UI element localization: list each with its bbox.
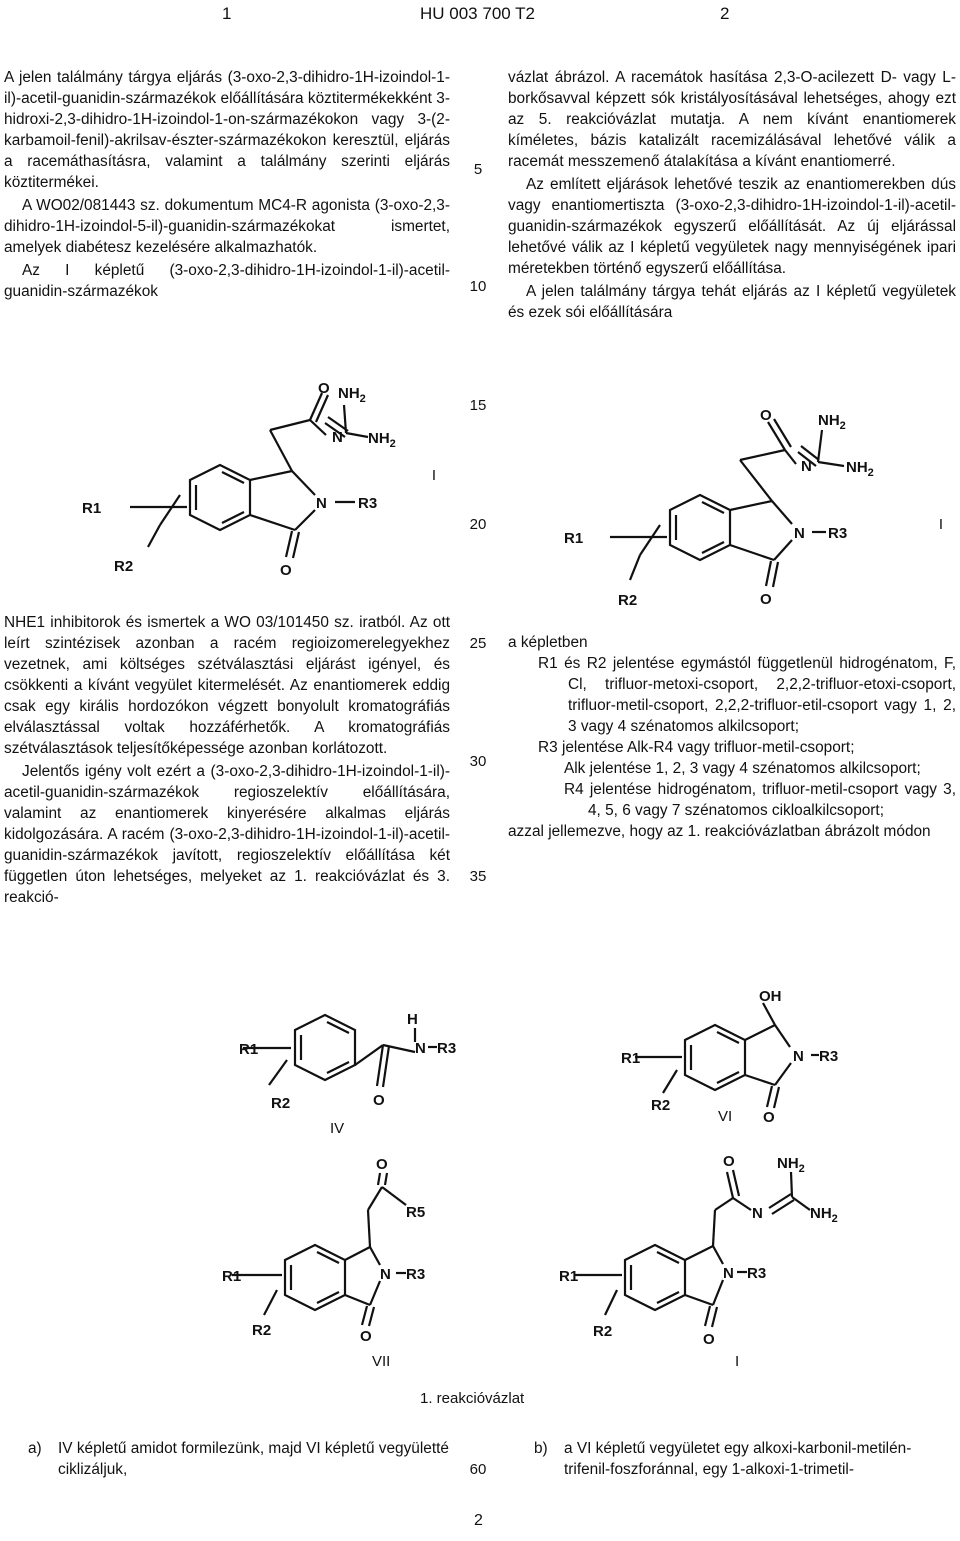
vi-r1: R1 [621,1050,641,1067]
vii-n: N [380,1266,391,1283]
iv-r3: R3 [437,1040,457,1057]
iv-n: N [415,1040,426,1057]
i-o-bottom: O [703,1331,715,1348]
structure-VI [615,975,855,1130]
i-r2: R2 [593,1323,613,1340]
nh2-top: $NH_2$ [338,385,366,405]
nh2-top-right: $NH_2$ [818,412,846,432]
vi-oh: OH [759,988,782,1005]
iv-r1: R1 [239,1041,259,1058]
paragraph-intro: A jelen találmány tárgya eljárás (3-oxo-2,3-dihidro-1H-izoindol-1-il)-acetil-guanidin-származékok előállítására köztitermékekként 3-hidroxi-2,3-dihidro-1H-izoindol-1-on-származékokon vagy 3-(2-karbamoil-fenil)-akrilsav-észter-származékokon keresztül, eljárás a racemáthasításra, valamint a találmány szerinti eljárás köztitermékei. [4,69,450,191]
structure-formula-I-right [560,400,880,620]
r2-label: R2 [114,558,134,575]
footer-step-b [534,1438,956,1480]
paragraph-wo02: A WO02/081443 sz. dokumentum MC4-R agonista (3-oxo-2,3-dihidro-1H-izoindol-5-il)-guanidin-származékokat ismertet, amelyek diabétesz kezelésére alkalmazhatók. [4,197,450,256]
step-b-text: a VI képletű vegyületet egy alkoxi-karbonil-metilén-trifenil-foszforánnal, egy 1-alkoxi-1-trimetil- [564,1440,912,1478]
line-number-15: 15 [469,397,487,414]
label-VII: VII [372,1353,391,1370]
wherein-text: a képletben [508,634,588,651]
label-VI: VI [718,1108,733,1125]
line-number-10: 10 [469,278,487,295]
formula-label-I-right: I [938,516,944,533]
definition-r3: R3 jelentése Alk-R4 vagy trifluor-metil-csoport; [538,739,855,756]
left-column-bottom [4,612,450,908]
step-b-marker: b) [534,1440,548,1457]
characterized-text: azzal jellemezve, hogy az 1. reakcióvázlatban ábrázolt módon [508,823,931,840]
definition-r1-r2: R1 és R2 jelentése egymástól függetlenül hidrogénatom, F, Cl, trifluor-metoxi-csoport, 2,2,2-trifluor-etoxi-csoport, trifluor-metil-csoport, 2,2,2-trifluor-etil-csoport vagy 1, 2, 3 vagy 4 szénatomos alkilcsoport; [538,655,956,735]
i-n-imine: N [752,1205,763,1222]
nh2-bottom-right: $NH_2$ [846,459,874,479]
header-page-right: 2 [720,4,730,23]
r3-label-right: R3 [828,525,848,542]
vi-o: O [763,1109,775,1126]
structure-I-scheme [555,1150,855,1355]
vii-r1: R1 [222,1268,242,1285]
i-nh2-top: $NH_2$ [777,1155,805,1175]
paragraph-nhe1: NHE1 inhibitorok és ismertek a WO 03/101450 sz. iratból. Az ott leírt szintézisek azonban a racém regioizomerelegyekhez vezetnek, ami költséges szétválasztási eljárást igényel, és csökkenti a kívánt vegyület kitermelését. Az enantiomerek eddig csak egy királis hordozókon végzett bonyolult kromatográfiás elválasztással voltak hozzáférhetők. A kromatográfiás szétválasztások teljesítőképessége azonban korlátozott. [4,614,450,757]
step-a-text: IV képletű amidot formilezünk, majd VI képletű vegyületté ciklizáljuk, [58,1440,449,1478]
r1-label-right: R1 [564,530,584,547]
line-number-5: 5 [473,161,483,178]
i-r1: R1 [559,1268,579,1285]
iv-o: O [373,1092,385,1109]
oxygen-atom-top-right: O [760,407,772,424]
i-r3: R3 [747,1265,767,1282]
i-n-ring: N [723,1265,734,1282]
right-column-top [508,67,956,323]
line-number-60: 60 [469,1461,487,1478]
definition-alk: Alk jelentése 1, 2, 3 vagy 4 szénatomos alkilcsoport; [564,760,921,777]
definition-r4: R4 jelentése hidrogénatom, trifluor-metil-csoport vagy 3, 4, 5, 6 vagy 7 szénatomos cikloalkilcsoport; [564,781,956,819]
iv-h: H [407,1011,418,1028]
vi-r3: R3 [819,1048,839,1065]
nitrogen-imine: N [332,429,343,446]
nh2-bottom: $NH_2$ [368,430,396,450]
iv-r2: R2 [271,1095,291,1112]
oxygen-atom-bottom-right: O [760,591,772,608]
line-number-35: 35 [469,868,487,885]
step-a-marker: a) [28,1440,42,1457]
line-number-25: 25 [469,635,487,652]
r2-label-right: R2 [618,592,638,609]
structure-formula-I-left [70,375,396,595]
i-o-top: O [723,1153,735,1170]
scheme-caption: 1. reakcióvázlat [420,1390,525,1407]
oxygen-atom-top: O [318,380,330,397]
footer-step-a [28,1438,450,1480]
line-number-20: 20 [469,516,487,533]
vii-o-bottom: O [360,1328,372,1345]
vi-n: N [793,1048,804,1065]
header-page-left: 1 [222,4,232,23]
vi-r2: R2 [651,1097,671,1114]
paragraph-invention: A jelen találmány tárgya tehát eljárás az I képletű vegyületek és ezek sói előállítására [508,283,956,321]
r3-label: R3 [358,495,378,512]
left-column-top [4,67,450,302]
nitrogen-ring-right: N [794,525,805,542]
nitrogen-imine-right: N [801,458,812,475]
label-IV: IV [330,1120,345,1137]
definitions [508,632,956,842]
nitrogen-ring: N [316,495,327,512]
formula-label-I-left: I [431,467,437,484]
line-number-30: 30 [469,753,487,770]
oxygen-atom-bottom: O [280,562,292,579]
structure-IV [225,1000,465,1135]
r1-label: R1 [82,500,102,517]
page-number: 2 [474,1512,483,1529]
paragraph-methods: Az említett eljárások lehetővé teszik az enantiomerekben dús vagy enantiomertiszta (3-oxo-2,3-dihidro-1H-izoindol-1-il)-acetil-guanidin-származékok egyszerű előállítását. Az új eljárással lehetővé válik az I képletű vegyületek nagy mennyiségének ipari méretekben történő egyszerű előállítása. [508,176,956,277]
vii-r5: R5 [406,1204,426,1221]
vii-o-top: O [376,1156,388,1173]
label-I-scheme: I [735,1353,740,1370]
paragraph-resolution: vázlat ábrázol. A racemátok hasítása 2,3-O-acilezett D- vagy L-borkősavval képzett sók kristályosításával lehetséges, ahogy ezt az 5. reakcióvázlat mutatja. A nem kívánt enantiomerek kíméletes, bázis katalizált racemizálásával lehetővé válik a racemát messzemenő átalakítása a kívánt enantiomerré. [508,69,956,170]
header-patent-id: HU 003 700 T2 [420,4,535,23]
vii-r2: R2 [252,1322,272,1339]
structure-VII [210,1155,450,1350]
paragraph-formula-intro: Az I képletű (3-oxo-2,3-dihidro-1H-izoindol-1-il)-acetil-guanidin-származékok [4,262,450,300]
vii-r3: R3 [406,1266,426,1283]
paragraph-need: Jelentős igény volt ezért a (3-oxo-2,3-dihidro-1H-izoindol-1-il)-acetil-guanidin-származékok regioszelektív előállítására, valamint az enantiomerek kinyerésére alkalmas eljárás kidolgozására. A racém (3-oxo-2,3-dihidro-1H-izoindol-1-il)-acetil-guanidin-származékok javított, regioszelektív előállítása két független úton lehetséges, melyeket az 1. reakcióvázlat és 3. reakció- [4,763,450,906]
i-nh2-bottom: $NH_2$ [810,1205,838,1225]
